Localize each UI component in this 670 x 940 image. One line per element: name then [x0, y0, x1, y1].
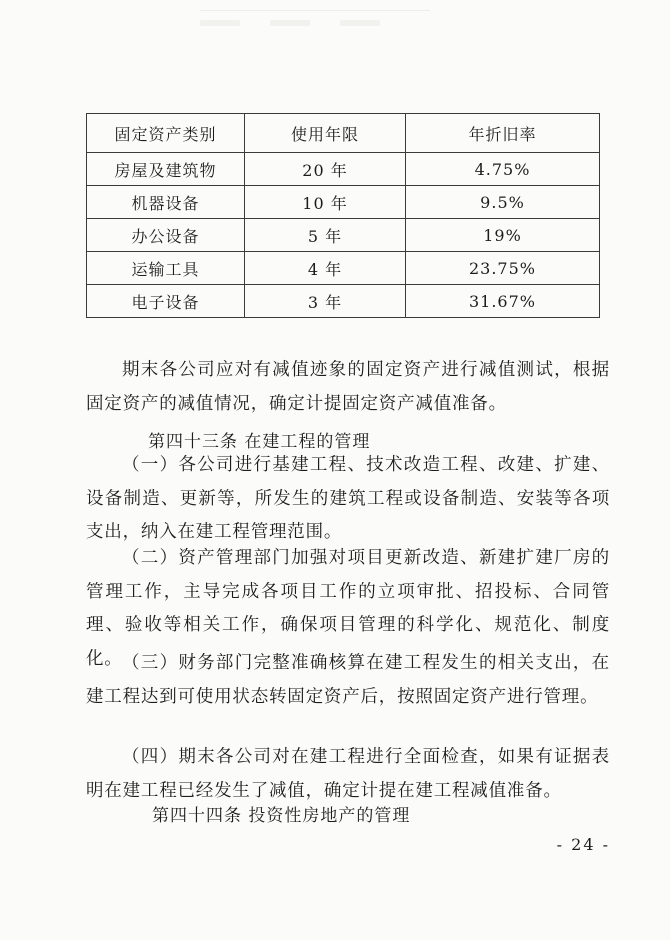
table-row — [87, 153, 600, 186]
article-43-item-3: （三）财务部门完整准确核算在建工程发生的相关支出，在建工程达到可使用状态转固定资产后，按照固定资产进行管理。 — [86, 653, 610, 707]
cell-depreciation-rate: 9.5% — [406, 186, 600, 219]
scan-artifact — [200, 10, 430, 29]
cell-category: 运输工具 — [87, 252, 245, 285]
article-43-item-1: （一）各公司进行基建工程、技术改造工程、改建、扩建、设备制造、更新等，所发生的建筑工程或设备制造、安装等各项支出，纳入在建工程管理范围。 — [86, 455, 610, 542]
cell-category: 电子设备 — [87, 285, 245, 318]
article-43-heading: 第四十三条 在建工程的管理 — [148, 432, 371, 452]
table-row — [87, 186, 600, 219]
header-category: 固定资产类别 — [87, 114, 245, 153]
table-header-row — [87, 114, 600, 153]
table-row — [87, 219, 600, 252]
cell-useful-life: 4 年 — [245, 252, 406, 285]
cell-category: 房屋及建筑物 — [87, 153, 245, 186]
cell-useful-life: 10 年 — [245, 186, 406, 219]
cell-category: 机器设备 — [87, 186, 245, 219]
cell-useful-life: 20 年 — [245, 153, 406, 186]
article-43-item-2: （二）资产管理部门加强对项目更新改造、新建扩建厂房的管理工作，主导完成各项目工作的立项审批、招投标、合同管理、验收等相关工作，确保项目管理的科学化、规范化、制度化。 — [86, 548, 610, 669]
impairment-paragraph: 期末各公司应对有减值迹象的固定资产进行减值测试，根据固定资产的减值情况，确定计提固定资产减值准备。 — [86, 360, 610, 414]
table-row — [87, 285, 600, 318]
article-44-heading: 第四十四条 投资性房地产的管理 — [152, 806, 411, 826]
cell-depreciation-rate: 19% — [406, 219, 600, 252]
cell-useful-life: 5 年 — [245, 219, 406, 252]
page-number: - 24 - — [556, 835, 610, 854]
cell-depreciation-rate: 23.75% — [406, 252, 600, 285]
cell-depreciation-rate: 31.67% — [406, 285, 600, 318]
table-row — [87, 252, 600, 285]
cell-category: 办公设备 — [87, 219, 245, 252]
header-depreciation-rate: 年折旧率 — [406, 114, 600, 153]
cell-useful-life: 3 年 — [245, 285, 406, 318]
article-43-item-4: （四）期末各公司对在建工程进行全面检查，如果有证据表明在建工程已经发生了减值，确定计提在建工程减值准备。 — [86, 747, 610, 801]
cell-depreciation-rate: 4.75% — [406, 153, 600, 186]
depreciation-table — [86, 113, 600, 318]
header-useful-life: 使用年限 — [245, 114, 406, 153]
